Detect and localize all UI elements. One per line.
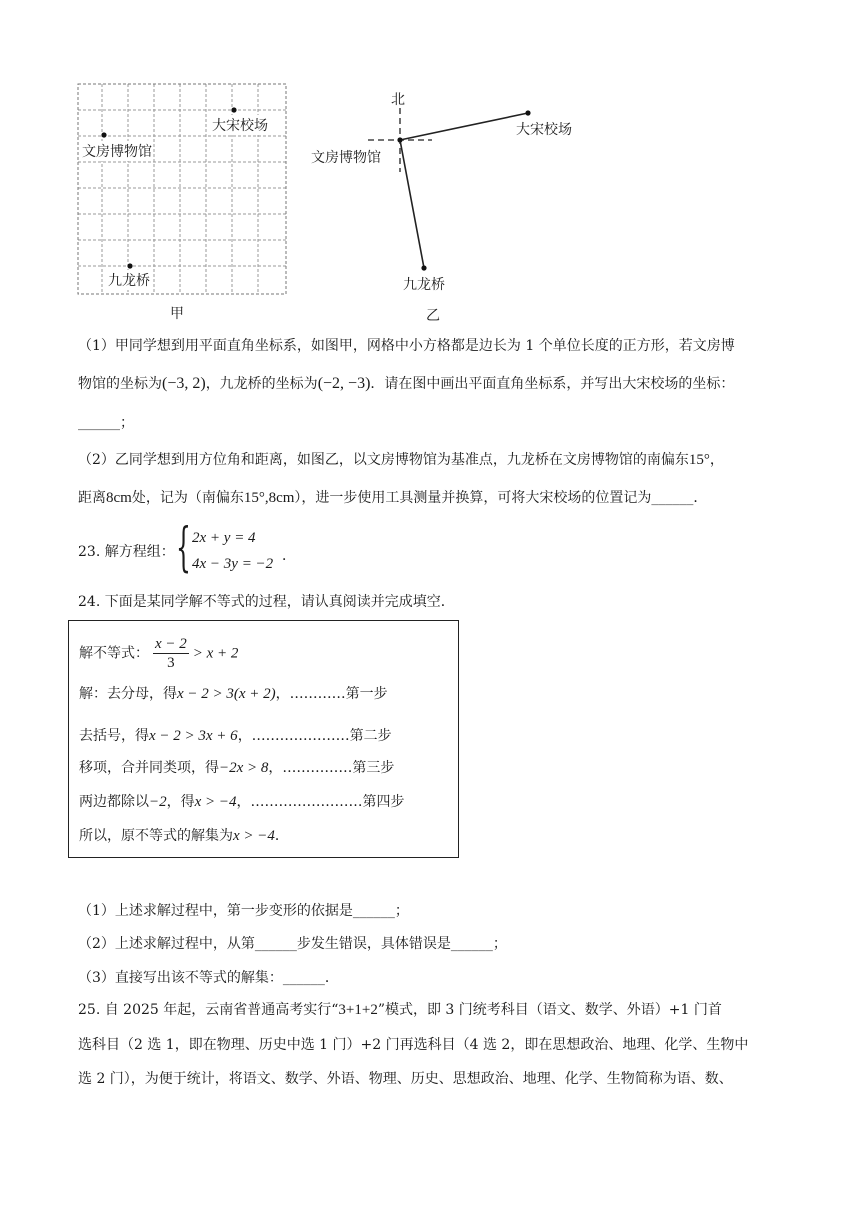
jia-school-label: 大宋校场 [212,115,268,135]
yi-origin-point [397,137,402,142]
jia-museum-label: 文房博物馆 [82,141,152,161]
q24-subq3: （3）直接写出该不等式的解集：______． [78,970,339,986]
yi-caption: 乙 [426,308,440,324]
yi-north-label: 北 [391,92,405,108]
q25-line2: 选科目（2 选 1，即在物理、历史中选 1 门）+2 门再选科目（4 选 2，即在思想政治、地理、化学、生物中 [78,1037,749,1053]
figure-yi-bearing [360,100,540,280]
yi-bridge-point [421,265,426,270]
q24-subq2: （2）上述求解过程中，从第______步发生错误，具体错误是______； [78,936,507,952]
yi-bridge-label: 九龙桥 [403,277,445,293]
q23-suffix: ． [282,548,296,564]
q24-box-line1: 解：去分母，得x − 2 > 3(x + 2)，…………第一步 [79,686,388,702]
q24-subq1: （1）上述求解过程中，第一步变形的依据是______； [78,903,409,919]
q25-line3: 选 2 门），为便于统计，将语文、数学、外语、物理、历史、思想政治、地理、化学、生物简称为语、数、 [78,1071,733,1087]
q24-box-line5: 所以，原不等式的解集为x > −4． [79,828,289,844]
q22-part1-line1: （1）甲同学想到用平面直角坐标系，如图甲，网格中小方格都是边长为 1 个单位长度的正方形，若文房博 [78,338,735,354]
yi-school-label: 大宋校场 [516,122,572,138]
q24-solution-box [68,620,459,858]
q23-prefix: 23. 解方程组： [78,544,175,560]
yi-school-point [525,110,530,115]
q24-box-line4: 两边都除以−2，得x > −4，……………………第四步 [79,794,405,810]
q23-eq2: 4x − 3y = −2 [192,556,274,572]
yi-museum-label: 文房博物馆 [311,150,381,166]
q23-brace: { [176,518,191,578]
q24-fraction: $\frac{x - 2}{3}$ [155,636,187,671]
q22-part1-line3: ______； [78,415,134,431]
school-point [231,107,236,112]
museum-point [101,132,106,137]
q24-box-line0: 解不等式： $\frac{x - 2}{3}$ > x + 2 [79,636,239,671]
q23-eq1: 2x + y = 4 [192,530,256,546]
q24-box-line3: 移项，合并同类项，得−2x > 8，……………第三步 [79,760,395,776]
q22-part2-line1: （2）乙同学想到用方位角和距离，如图乙，以文房博物馆为基准点，九龙桥在文房博物馆的南偏东15°， [78,452,724,468]
bridge-point [127,263,132,268]
q22-part2-line2: 距离8cm处，记为（南偏东15°,8cm），进一步使用工具测量并换算，可将大宋校场的位置记为______． [78,490,708,506]
q24-box-line2: 去括号，得x − 2 > 3x + 6，…………………第二步 [79,728,392,744]
q22-part1-line2: 物馆的坐标为(−3, 2)，九龙桥的坐标为(−2, −3)．请在图中画出平面直角坐标系，并写出大宋校场的坐标： [78,375,735,392]
jia-bridge-label: 九龙桥 [108,270,150,290]
q24-intro: 24. 下面是某同学解不等式的过程，请认真阅读并完成填空． [78,594,455,610]
jia-caption: 甲 [170,306,184,322]
q25-line1: 25. 自 2025 年起，云南省普通高考实行“3+1+2”模式，即 3 门统考科目（语文、数学、外语）+1 门首 [78,1002,722,1018]
